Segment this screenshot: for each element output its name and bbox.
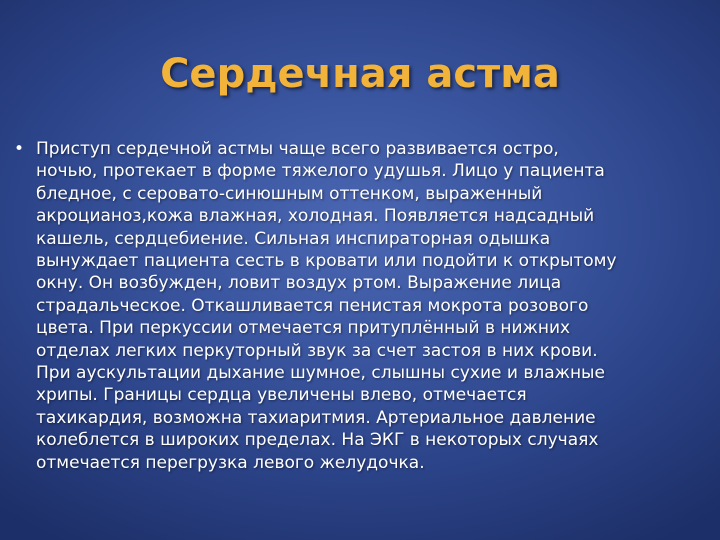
slide-body: [14, 138, 704, 474]
bullet-item: [14, 138, 704, 474]
paragraph-line: окну. Он возбужден, ловит воздух ртом. Выражение лица: [36, 273, 562, 294]
slide-title: Сердечная астма: [160, 51, 560, 97]
paragraph-line: акроцианоз,кожа влажная, холодная. Появляется надсадный: [36, 206, 595, 227]
paragraph-line: вынуждает пациента сесть в кровати или подойти к открытому: [36, 251, 617, 272]
bullet-paragraph: [36, 138, 704, 474]
paragraph-line: кашель, сердцебиение. Сильная инспираторная одышка: [36, 228, 551, 249]
paragraph-line: хрипы. Границы сердца увеличены влево, отмечается: [36, 385, 527, 406]
paragraph-line: отделах легких перкуторный звук за счет застоя в них крови.: [36, 340, 598, 361]
paragraph-line: цвета. При перкуссии отмечается притуплённый в нижних: [36, 318, 571, 339]
paragraph-line: отмечается перегрузка левого желудочка.: [36, 452, 425, 473]
paragraph-line: При аускультации дыхание шумное, слышны сухие и влажные: [36, 363, 605, 384]
paragraph-line: Приступ сердечной астмы чаще всего развивается остро,: [36, 139, 559, 159]
paragraph-line: ночью, протекает в форме тяжелого удушья. Лицо у пациента: [36, 161, 605, 182]
paragraph-line: колеблется в широких пределах. На ЭКГ в некоторых случаях: [36, 430, 599, 451]
bullet-icon: •: [14, 139, 25, 159]
paragraph-line: тахикардия, возможна тахиаритмия. Артериальное давление: [36, 407, 596, 428]
paragraph-line: страдальческое. Откашливается пенистая мокрота розового: [36, 295, 589, 316]
paragraph-line: бледное, с серовато-синюшным оттенком, выраженный: [36, 183, 543, 204]
